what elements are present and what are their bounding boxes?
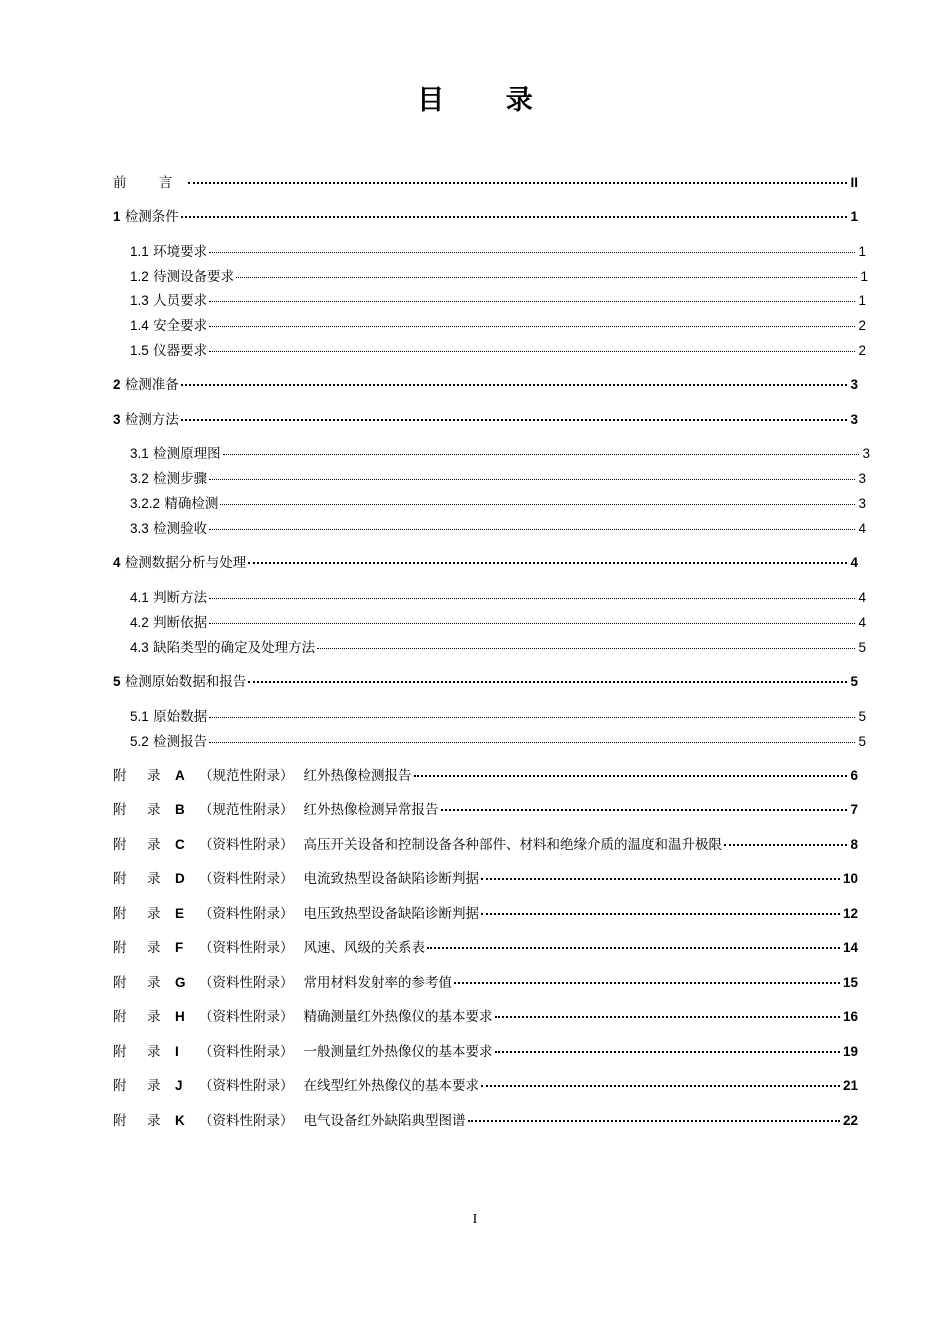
toc-entry-1-5[interactable] [130, 339, 866, 359]
toc-leader [495, 1016, 840, 1018]
toc-number: 4 [113, 555, 121, 570]
appendix-kind: （资料性附录） [199, 1044, 294, 1060]
toc-entry-appendix-f[interactable] [113, 936, 858, 956]
appendix-word: 录 [147, 1113, 161, 1129]
toc-leader [209, 717, 855, 718]
toc-label: 检测原理图 [153, 446, 221, 462]
toc-number: 3 [113, 412, 121, 427]
appendix-word: 附 [113, 1078, 127, 1094]
toc-label: 检测数据分析与处理 [124, 555, 247, 571]
toc-page: 7 [850, 802, 858, 817]
page-title: 目 录 [417, 85, 559, 116]
toc-leader [209, 598, 855, 599]
appendix-letter: I [175, 1044, 179, 1059]
toc-leader [209, 742, 855, 743]
appendix-kind: （资料性附录） [199, 940, 294, 956]
toc-number: 3.1 [130, 446, 149, 461]
toc-page: 4 [850, 555, 858, 570]
toc-page: 15 [842, 975, 858, 990]
toc-number: 2 [113, 377, 121, 392]
toc-page: 14 [842, 940, 858, 955]
toc-leader [481, 1085, 840, 1087]
toc-page: 2 [858, 343, 866, 358]
toc-entry-preface[interactable] [113, 171, 858, 191]
toc-entry-1-2[interactable] [130, 265, 868, 285]
toc-label: 安全要求 [153, 318, 208, 334]
toc-entry-5-1[interactable] [130, 705, 866, 725]
toc-label: 检测准备 [124, 377, 179, 393]
toc-label: 检测验收 [153, 521, 208, 537]
toc-leader [188, 182, 847, 184]
toc-label: 检测方法 [124, 412, 179, 428]
appendix-kind: （资料性附录） [199, 1009, 294, 1025]
toc-leader [481, 913, 840, 915]
toc-number: 3.3 [130, 521, 149, 536]
appendix-word: 附 [113, 871, 127, 887]
toc-label: 判断依据 [153, 615, 208, 631]
appendix-letter: H [175, 1009, 185, 1024]
toc-leader [724, 844, 847, 846]
toc-entry-4-2[interactable] [130, 611, 866, 631]
appendix-word: 录 [147, 768, 161, 784]
toc-label: 风速、风级的关系表 [303, 940, 425, 956]
toc-leader [209, 529, 855, 530]
toc-number: 1.4 [130, 318, 149, 333]
toc-leader [248, 681, 847, 683]
toc-label: 常用材料发射率的参考值 [303, 975, 452, 991]
toc-entry-5-2[interactable] [130, 730, 866, 750]
toc-page: 1 [858, 244, 866, 259]
toc-entry-1[interactable] [113, 205, 858, 225]
toc-number: 5 [113, 674, 121, 689]
appendix-letter: J [175, 1078, 183, 1093]
toc-number: 4.1 [130, 590, 149, 605]
toc-leader [223, 454, 860, 455]
toc-leader [220, 504, 855, 505]
toc-page: 19 [842, 1044, 858, 1059]
toc-leader [209, 623, 855, 624]
toc-leader [468, 1120, 840, 1122]
toc-page: 1 [858, 293, 866, 308]
appendix-kind: （资料性附录） [199, 906, 294, 922]
toc-label: 检测条件 [124, 209, 179, 225]
toc-number: 3.2.2 [130, 496, 161, 511]
appendix-word: 录 [147, 1009, 161, 1025]
toc-label: 环境要求 [153, 244, 208, 260]
appendix-word: 录 [147, 1044, 161, 1060]
toc-label: 电流致热型设备缺陷诊断判据 [303, 871, 479, 887]
toc-label: 电气设备红外缺陷典型图谱 [303, 1113, 466, 1129]
appendix-kind: （资料性附录） [199, 837, 294, 853]
page-number: I [472, 1212, 478, 1227]
toc-page: 4 [858, 615, 866, 630]
toc-page: 8 [850, 837, 858, 852]
toc-leader [181, 384, 848, 386]
toc-leader [209, 252, 855, 253]
appendix-word: 录 [147, 1078, 161, 1094]
toc-number: 4.2 [130, 615, 149, 630]
appendix-word: 附 [113, 1113, 127, 1129]
toc-page: 21 [842, 1078, 858, 1093]
toc-page: 4 [858, 590, 866, 605]
toc-label: 红外热像检测异常报告 [303, 802, 439, 818]
appendix-kind: （规范性附录） [199, 768, 294, 784]
toc-label: 检测原始数据和报告 [124, 674, 247, 690]
toc-entry-appendix-h[interactable] [113, 1005, 858, 1025]
toc-label: 一般测量红外热像仪的基本要求 [303, 1044, 493, 1060]
appendix-word: 录 [147, 802, 161, 818]
appendix-word: 录 [147, 940, 161, 956]
toc-page: 5 [858, 734, 866, 749]
toc-entry-3-3[interactable] [130, 517, 866, 537]
toc-leader [248, 562, 847, 564]
toc-page: 10 [842, 871, 858, 886]
toc-label: 检测步骤 [153, 471, 208, 487]
toc-page: II [850, 175, 858, 190]
toc-page: 1 [850, 209, 858, 224]
appendix-letter: G [175, 975, 186, 990]
toc-page: 1 [860, 269, 868, 284]
toc-page: 5 [850, 674, 858, 689]
toc-label: 待测设备要求 [153, 269, 235, 285]
toc-leader [481, 878, 840, 880]
appendix-word: 附 [113, 1009, 127, 1025]
toc-label: 精确测量红外热像仪的基本要求 [303, 1009, 493, 1025]
toc-entry-2[interactable] [113, 373, 858, 393]
toc-page: 2 [858, 318, 866, 333]
toc-number: 4.3 [130, 640, 149, 655]
toc-leader [441, 809, 848, 811]
toc-label: 缺陷类型的确定及处理方法 [153, 640, 316, 656]
toc-leader [495, 1051, 840, 1053]
appendix-word: 附 [113, 1044, 127, 1060]
toc-entry-appendix-g[interactable] [113, 971, 858, 991]
toc-number: 3.2 [130, 471, 149, 486]
toc-leader [454, 982, 840, 984]
appendix-word: 附 [113, 906, 127, 922]
toc-label: 判断方法 [153, 590, 208, 606]
toc-entry-3-2-2[interactable] [130, 492, 866, 512]
appendix-letter: K [175, 1113, 185, 1128]
toc-entry-appendix-i[interactable] [113, 1040, 858, 1060]
appendix-kind: （资料性附录） [199, 871, 294, 887]
toc-page: 3 [858, 471, 866, 486]
toc-label: 前 言 [113, 175, 187, 191]
toc-entry-appendix-j[interactable] [113, 1074, 858, 1094]
toc-page: 22 [842, 1113, 858, 1128]
toc-entry-appendix-d[interactable] [113, 867, 858, 887]
appendix-word: 录 [147, 975, 161, 991]
toc-leader [317, 648, 855, 649]
appendix-letter: B [175, 802, 185, 817]
toc-leader [209, 326, 855, 327]
toc-number: 5.2 [130, 734, 149, 749]
appendix-word: 附 [113, 837, 127, 853]
toc-page: 6 [850, 768, 858, 783]
toc-leader [209, 301, 855, 302]
toc-page: 3 [858, 496, 866, 511]
appendix-word: 附 [113, 802, 127, 818]
toc-entry-3[interactable] [113, 408, 858, 428]
toc-number: 1.1 [130, 244, 149, 259]
appendix-word: 附 [113, 768, 127, 784]
toc-number: 1 [113, 209, 121, 224]
toc-entry-3-2[interactable] [130, 467, 866, 487]
toc-page: 5 [858, 640, 866, 655]
toc-page: 5 [858, 709, 866, 724]
toc-number: 1.5 [130, 343, 149, 358]
toc-entry-1-1[interactable] [130, 240, 866, 260]
toc-page: 16 [842, 1009, 858, 1024]
toc-entry-4-1[interactable] [130, 586, 866, 606]
toc-leader [209, 479, 855, 480]
toc-entry-5[interactable] [113, 670, 858, 690]
appendix-letter: E [175, 906, 185, 921]
toc-entry-appendix-b[interactable] [113, 798, 858, 818]
toc-page: 3 [850, 377, 858, 392]
appendix-word: 录 [147, 871, 161, 887]
toc-page: 4 [858, 521, 866, 536]
toc-label: 高压开关设备和控制设备各种部件、材料和绝缘介质的温度和温升极限 [303, 837, 722, 853]
appendix-kind: （资料性附录） [199, 975, 294, 991]
toc-number: 1.3 [130, 293, 149, 308]
toc-page: 3 [850, 412, 858, 427]
appendix-letter: F [175, 940, 184, 955]
toc-label: 电压致热型设备缺陷诊断判据 [303, 906, 479, 922]
toc-leader [209, 351, 855, 352]
toc-entry-1-3[interactable] [130, 289, 866, 309]
appendix-letter: D [175, 871, 185, 886]
toc-entry-4[interactable] [113, 551, 858, 571]
toc-page: 12 [842, 906, 858, 921]
toc-number: 5.1 [130, 709, 149, 724]
appendix-kind: （规范性附录） [199, 802, 294, 818]
toc-entry-3-1[interactable] [130, 442, 870, 462]
toc-label: 仪器要求 [153, 343, 208, 359]
toc-label: 检测报告 [153, 734, 208, 750]
appendix-letter: C [175, 837, 185, 852]
appendix-word: 附 [113, 975, 127, 991]
toc-entry-1-4[interactable] [130, 314, 866, 334]
appendix-word: 附 [113, 940, 127, 956]
appendix-kind: （资料性附录） [199, 1078, 294, 1094]
toc-label: 人员要求 [153, 293, 208, 309]
appendix-letter: A [175, 768, 185, 783]
toc-leader [181, 419, 848, 421]
toc-leader [427, 947, 840, 949]
toc-label: 原始数据 [153, 709, 208, 725]
toc-label: 在线型红外热像仪的基本要求 [303, 1078, 479, 1094]
toc-page: 3 [862, 446, 870, 461]
toc-entry-appendix-a[interactable] [113, 764, 858, 784]
toc-entry-appendix-e[interactable] [113, 902, 858, 922]
appendix-word: 录 [147, 906, 161, 922]
toc-label: 精确检测 [164, 496, 219, 512]
appendix-word: 录 [147, 837, 161, 853]
toc-entry-4-3[interactable] [130, 636, 866, 656]
toc-label: 红外热像检测报告 [303, 768, 412, 784]
toc-leader [414, 775, 848, 777]
toc-leader [181, 216, 848, 218]
toc-leader [236, 277, 857, 278]
toc-entry-appendix-k[interactable] [113, 1109, 858, 1129]
toc-number: 1.2 [130, 269, 149, 284]
toc-entry-appendix-c[interactable] [113, 833, 858, 853]
appendix-kind: （资料性附录） [199, 1113, 294, 1129]
